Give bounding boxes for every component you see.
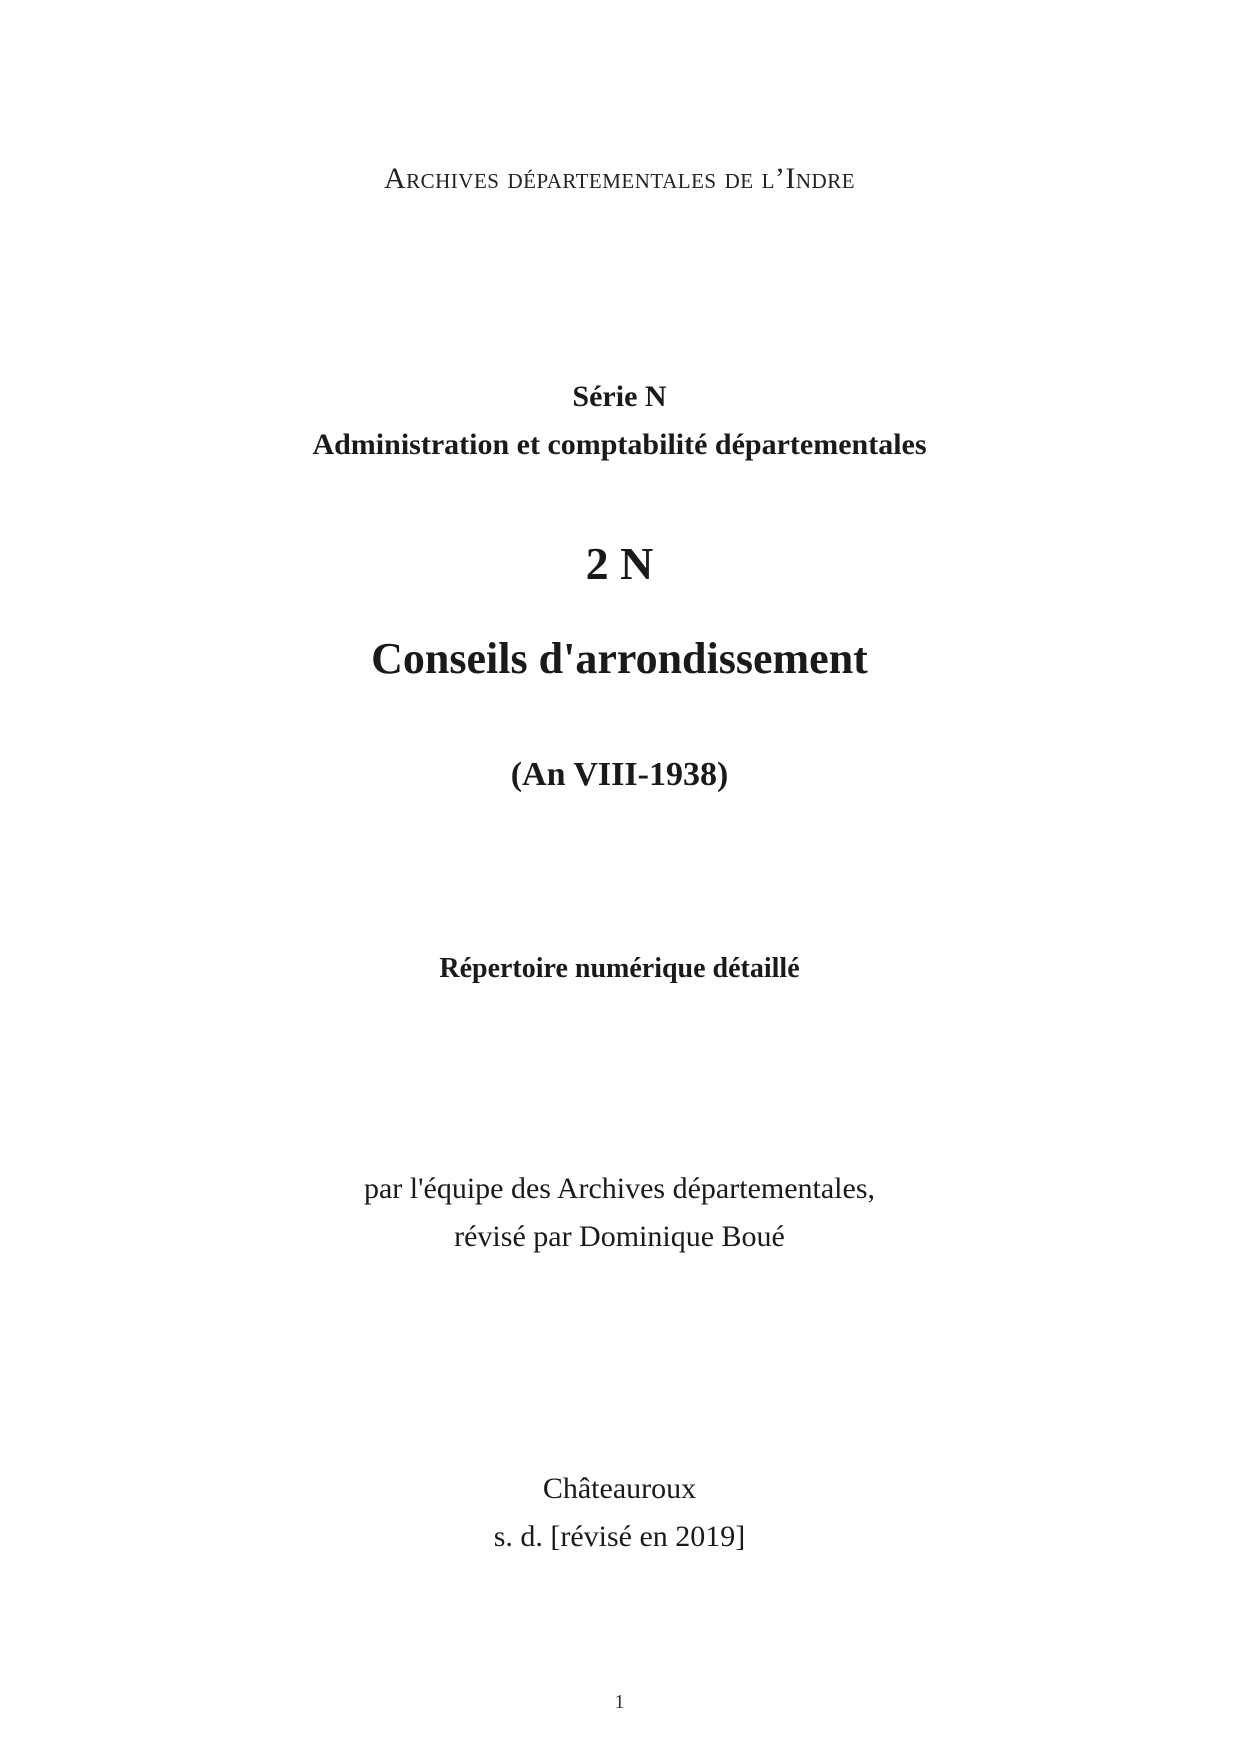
fonds-dates: (An VIII-1938) xyxy=(510,756,729,793)
imprint-place: Châteauroux xyxy=(542,1472,697,1505)
fonds-code: 2 N xyxy=(585,538,654,589)
series-subtitle: Administration et comptabilité départementales xyxy=(312,428,927,461)
series-label: Série N xyxy=(572,380,667,413)
authors-line-2: révisé par Dominique Boué xyxy=(454,1220,785,1253)
page-number: 1 xyxy=(614,1691,625,1713)
imprint-date: s. d. [révisé en 2019] xyxy=(493,1520,746,1553)
document-type: Répertoire numérique détaillé xyxy=(439,953,800,984)
fonds-title: Conseils d'arrondissement xyxy=(371,634,868,683)
institution-name: Archives départementales de l’Indre xyxy=(383,162,856,195)
authors-line-1: par l'équipe des Archives départementales, xyxy=(363,1172,876,1205)
